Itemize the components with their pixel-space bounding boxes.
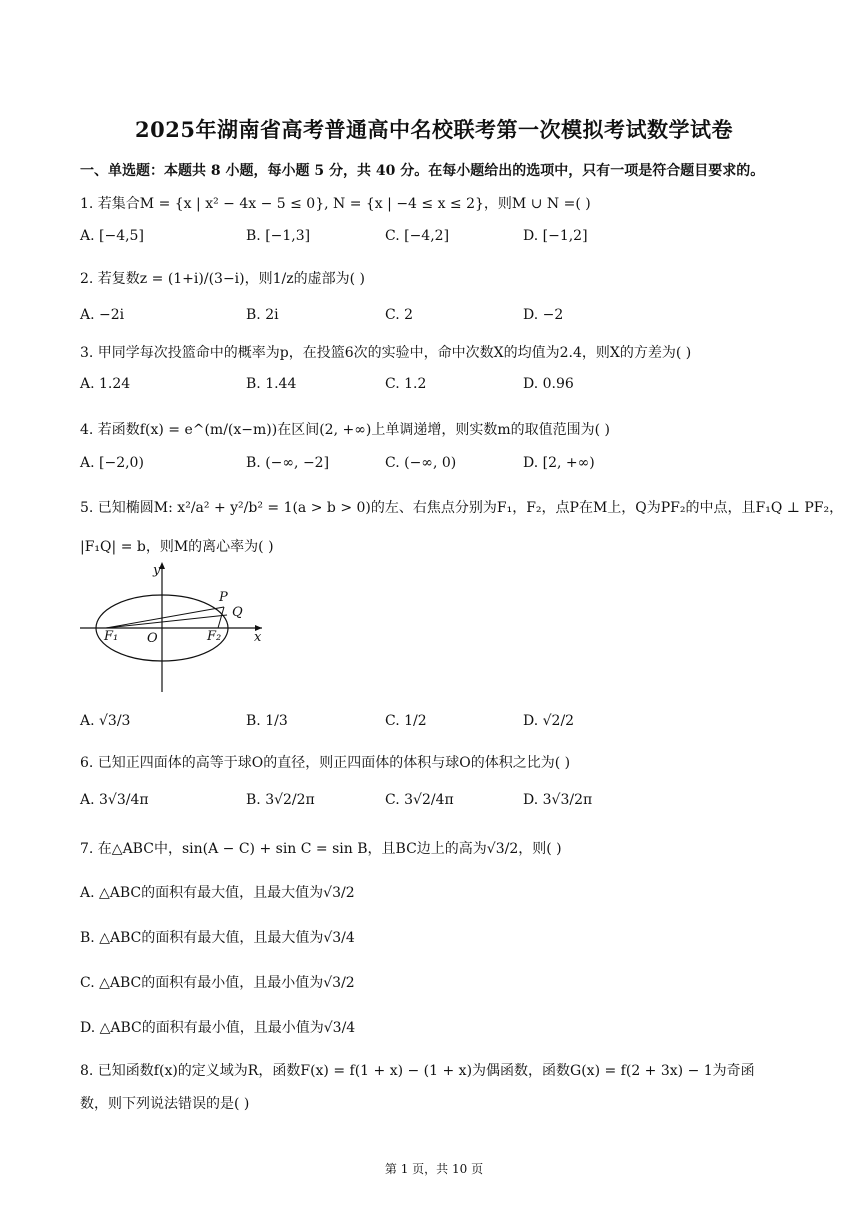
question-7-option-d: D. △ABC的面积有最小值，且最小值为√3/4 — [80, 1020, 356, 1036]
question-6-options — [80, 792, 800, 814]
option-a: A. [−4,5] — [80, 228, 144, 244]
option-c: C. (−∞, 0) — [385, 455, 457, 471]
option-c: C. 1.2 — [385, 376, 427, 392]
page-footer: 第 1 页，共 10 页 — [384, 1162, 484, 1176]
option-a: A. [−2,0) — [80, 455, 144, 471]
page-title: 2025年湖南省高考普通高中名校联考第一次模拟考试数学试卷 — [135, 117, 733, 142]
option-d: D. −2 — [523, 307, 564, 323]
question-8-line-1: 8. 已知函数f(x)的定义域为R，函数F(x) = f(1 + x) − (1 + x)为偶函数，函数G(x) = f(2 + 3x) − 1为奇函 — [80, 1063, 755, 1079]
option-c: C. 1/2 — [385, 713, 427, 729]
question-7-option-c: C. △ABC的面积有最小值，且最小值为√3/2 — [80, 975, 355, 991]
label-f1: F₁ — [104, 629, 119, 644]
question-4-options — [80, 455, 800, 477]
label-o: O — [147, 631, 158, 646]
label-p: P — [219, 590, 228, 605]
option-d: D. [−1,2] — [523, 228, 588, 244]
option-a: A. √3/3 — [80, 713, 131, 729]
question-2-options — [80, 307, 800, 329]
option-c: C. 3√2/4π — [385, 792, 454, 808]
question-6: 6. 已知正四面体的高等于球O的直径，则正四面体的体积与球O的体积之比为( ) — [80, 755, 571, 771]
question-1: 1. 若集合M = {x | x² − 4x − 5 ≤ 0}, N = {x | −4 ≤ x ≤ 2}，则M ∪ N =( ) — [80, 196, 591, 212]
option-c: C. 2 — [385, 307, 414, 323]
option-b: B. [−1,3] — [246, 228, 311, 244]
option-d: D. [2, +∞) — [523, 455, 595, 471]
question-7-option-a: A. △ABC的面积有最大值，且最大值为√3/2 — [80, 885, 355, 901]
option-b: B. (−∞, −2] — [246, 455, 330, 471]
option-c: C. [−4,2] — [385, 228, 450, 244]
label-q: Q — [232, 605, 243, 620]
label-f2: F₂ — [207, 629, 222, 644]
question-5-line-2: |F₁Q| = b，则M的离心率为( ) — [80, 539, 274, 555]
ellipse-figure — [76, 558, 276, 698]
option-b: B. 1/3 — [246, 713, 288, 729]
label-y: y — [153, 563, 161, 578]
question-2: 2. 若复数z = (1+i)/(3−i)，则1/z的虚部为( ) — [80, 271, 365, 287]
question-7-option-b: B. △ABC的面积有最大值，且最大值为√3/4 — [80, 930, 355, 946]
label-x: x — [254, 630, 262, 645]
option-a: A. −2i — [80, 307, 125, 323]
option-a: A. 1.24 — [80, 376, 131, 392]
option-a: A. 3√3/4π — [80, 792, 149, 808]
option-d: D. √2/2 — [523, 713, 575, 729]
question-4: 4. 若函数f(x) = e^(m/(x−m))在区间(2, +∞)上单调递增，则实数m的取值范围为( ) — [80, 422, 610, 438]
question-7: 7. 在△ABC中，sin(A − C) + sin C = sin B，且BC边上的高为√3/2，则( ) — [80, 841, 562, 857]
option-d: D. 0.96 — [523, 376, 574, 392]
question-3: 3. 甲同学每次投篮命中的概率为p，在投篮6次的实验中，命中次数X的均值为2.4，则X的方差为( ) — [80, 345, 692, 361]
option-b: B. 1.44 — [246, 376, 297, 392]
question-3-options — [80, 376, 800, 398]
section-heading: 一、单选题：本题共 8 小题，每小题 5 分，共 40 分。在每小题给出的选项中，只有一项是符合题目要求的。 — [80, 163, 765, 179]
option-b: B. 2i — [246, 307, 279, 323]
option-d: D. 3√3/2π — [523, 792, 593, 808]
question-8-line-2: 数，则下列说法错误的是( ) — [80, 1096, 250, 1112]
segment-p-f2 — [218, 607, 224, 628]
option-b: B. 3√2/2π — [246, 792, 315, 808]
question-5-line-1: 5. 已知椭圆M: x²/a² + y²/b² = 1(a > b > 0)的左、右焦点分别为F₁，F₂，点P在M上，Q为PF₂的中点，且F₁Q ⊥ PF₂， — [80, 500, 844, 516]
question-5-options — [80, 713, 800, 735]
question-1-options — [80, 228, 800, 250]
